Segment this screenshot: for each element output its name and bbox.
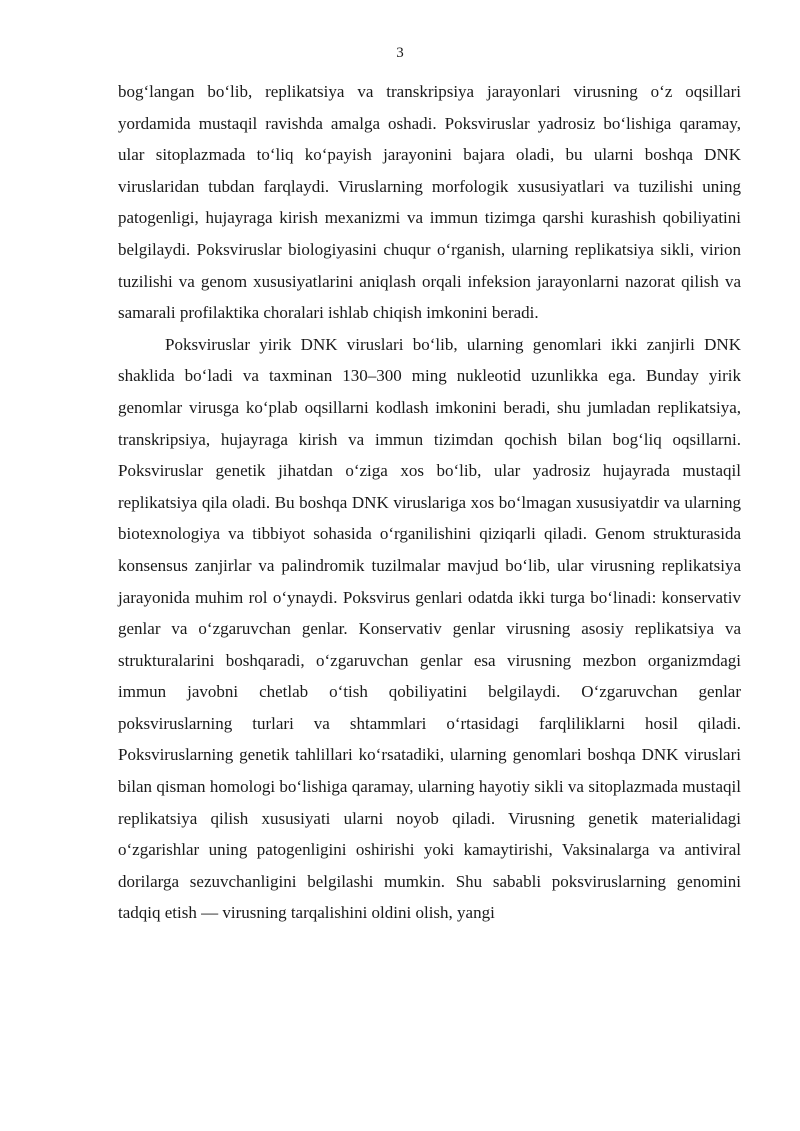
- paragraph-continuation: bog‘langan bo‘lib, replikatsiya va transkripsiya jarayonlari virusning o‘z oqsillari yordamida mustaqil ravishda amalga oshadi. Poksviruslar yadrosiz bo‘lishiga qaramay, ular sitoplazmada to‘liq ko‘payish jarayonini bajara oladi, bu ularni boshqa DNK viruslaridan tubdan farqlaydi. Viruslarning morfologik xususiyatlari va tuzilishi uning patogenligi, hujayraga kirish mexanizmi va immun tizimga qarshi kurashish qobiliyatini belgilaydi. Poksviruslar biologiyasini chuqur o‘rganish, ularning replikatsiya sikli, virion tuzilishi va genom xususiyatlarini aniqlash orqali infeksion jarayonlarni nazorat qilish va samarali profilaktika choralari ishlab chiqish imkonini beradi.: [118, 82, 741, 323]
- page-number: 3: [396, 45, 404, 61]
- paragraph-poxvirus-genome: Poksviruslar yirik DNK viruslari bo‘lib, ularning genomlari ikki zanjirli DNK shaklida bo‘ladi va taxminan 130–300 ming nukleotid uzunlikka ega. Bunday yirik genomlar virusga ko‘plab oqsillarni kodlash imkonini beradi, shu jumladan replikatsiya, transkripsiya, hujayraga kirish va immun tizimdan qochish bilan bog‘liq oqsillarni. Poksviruslar genetik jihatdan o‘ziga xos bo‘lib, ular yadrosiz hujayrada mustaqil replikatsiya qila oladi. Bu boshqa DNK viruslariga xos bo‘lmagan xususiyatdir va ularning biotexnologiya va tibbiyot sohasida o‘rganilishini qiziqarli qiladi. Genom strukturasida konsensus zanjirlar va palindromik tuzilmalar mavjud bo‘lib, ular virusning replikatsiya jarayonida muhim rol o‘ynaydi. Poksvirus genlari odatda ikki turga bo‘linadi: konservativ genlar va o‘zgaruvchan genlar. Konservativ genlar virusning asosiy replikatsiya va strukturalarini boshqaradi, o‘zgaruvchan genlar esa virusning mezbon organizmdagi immun javobni chetlab o‘tish qobiliyatini belgilaydi. O‘zgaruvchan genlar poksviruslarning turlari va shtammlari o‘rtasidagi farqliliklarni hosil qiladi. Poksviruslarning genetik tahlillari ko‘rsatadiki, ularning genomlari boshqa DNK viruslari bilan qisman homologi bo‘lishiga qaramay, ularning hayotiy sikli va sitoplazmada mustaqil replikatsiya qilish xususiyati ularni noyob qiladi. Virusning genetik materialidagi o‘zgarishlar uning patogenligini oshirishi yoki kamaytirishi, Vaksinalarga va antiviral dorilarga sezuvchanligini belgilashi mumkin. Shu sababli poksviruslarning genomini tadqiq etish — virusning tarqalishini oldini olish, yangi: [118, 334, 741, 923]
- body-text: [118, 76, 741, 929]
